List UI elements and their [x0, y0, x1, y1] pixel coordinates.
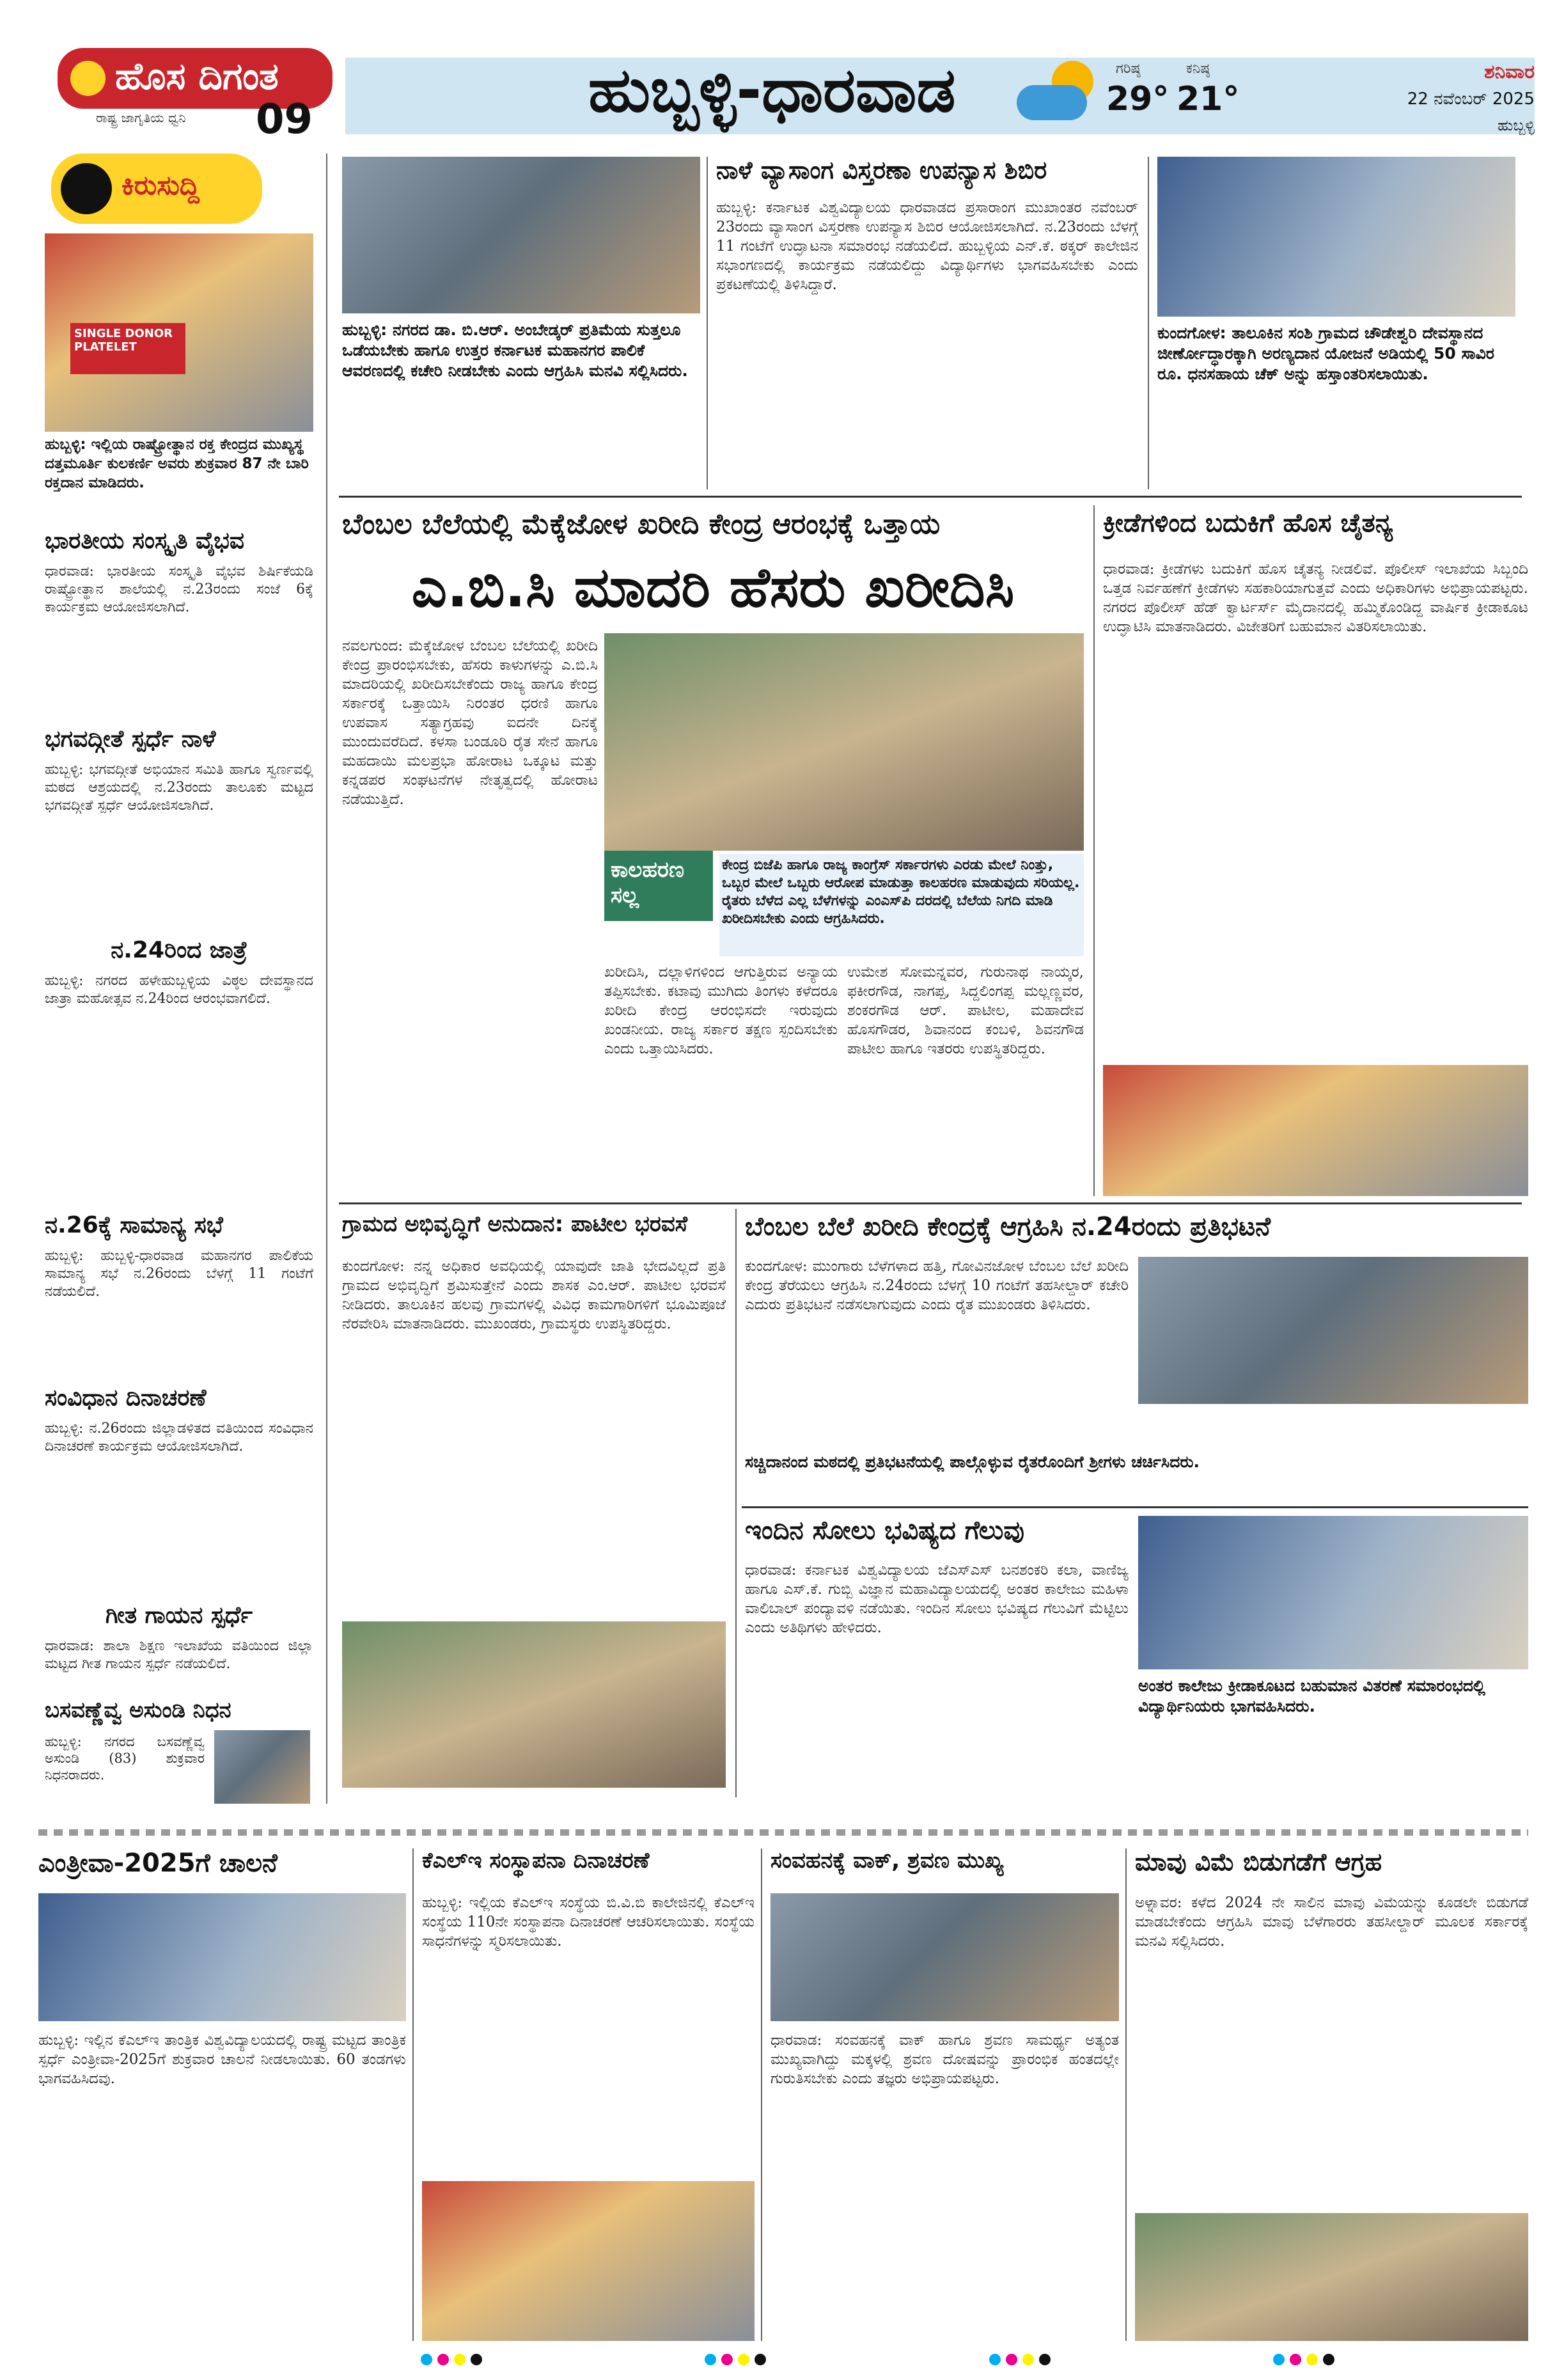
- max-temp-label: ಗರಿಷ್ಠ: [1116, 61, 1141, 77]
- column-divider: [412, 1848, 414, 2341]
- bottom-headline: ಸಂವಹನಕ್ಕೆ ವಾಕ್, ಶ್ರವಣ ಮುಖ್ಯ: [770, 1848, 1004, 1873]
- min-temp-label: ಕನಿಷ್ಠ: [1186, 61, 1210, 77]
- brief-text: ಹುಬ್ಬಳ್ಳಿ: ನಗರದ ಬಸವಣ್ಣೆವ್ವ ಅಸುಂಡಿ (83) ಶುಕ್ರವಾರ ನಿಧನರಾದರು.: [45, 1734, 205, 1783]
- bottom-rule-dashed: [38, 1829, 1528, 1836]
- obituary-portrait: [214, 1730, 310, 1804]
- max-temp: 29°: [1106, 80, 1169, 118]
- lead-kicker: ಬೆಂಬಲ ಬೆಲೆಯಲ್ಲಿ ಮೆಕ್ಕೆಜೋಳ ಖರೀದಿ ಕೇಂದ್ರ ಆರಂಭಕ್ಕೆ ಒತ್ತಾಯ: [342, 508, 941, 540]
- hand-icon: [61, 163, 112, 214]
- top-right-caption: ಕುಂದಗೋಳ: ತಾಲೂಕಿನ ಸಂಶಿ ಗ್ರಾಮದ ಚೌಡೇಶ್ವರಿ ದೇವಸ್ಥಾನದ ಜೀರ್ಣೋದ್ಧಾರಕ್ಕಾಗಿ ಅರಣ್ಯದಾನ ಯೋಜನೆ ಅಡಿಯಲ್ಲಿ 50 ಸಾವಿರ ರೂ. ಧನಸಹಾಯ ಚೆಕ್ ಅನ್ನು ಹಸ್ತಾಂತರಿಸಲಾಯಿತು.: [1157, 324, 1494, 383]
- bottom-text: ಹುಬ್ಬಳ್ಳಿ: ಇಲ್ಲಿಯ ಕೆಎಲ್ಇ ಸಂಸ್ಥೆಯ ಬಿ.ವಿ.ಬಿ ಕಾಲೇಜಿನಲ್ಲಿ ಕೆಎಲ್ಇ ಸಂಸ್ಥೆಯ 110ನೇ ಸಂಸ್ಥಾಪನಾ ದಿನಾಚರಣೆ ಆಚರಿಸಲಾಯಿತು. ಸಂಸ್ಥೆಯ ಸಾಧನೆಗಳನ್ನು ಸ್ಮರಿಸಲಾಯಿತು.: [422, 1895, 755, 1950]
- brief-item: [45, 528, 313, 720]
- top-right-photo: [1157, 157, 1515, 317]
- column-divider: [1148, 157, 1149, 489]
- brief-text: ಧಾರವಾಡ: ಶಾಲಾ ಶಿಕ್ಷಣ ಇಲಾಖೆಯ ವತಿಯಿಂದ ಜಿಲ್ಲಾ ಮಟ್ಟದ ಗೀತ ಗಾಯನ ಸ್ಪರ್ಧೆ ನಡೆಯಲಿದೆ.: [45, 1638, 313, 1672]
- bottom-story: [770, 1848, 1119, 2341]
- bottom-text: ಅಳ್ನಾವರ: ಕಳೆದ 2024 ನೇ ಸಾಲಿನ ಮಾವು ವಿಮೆಯನ್ನು ಕೂಡಲೇ ಬಿಡುಗಡೆ ಮಾಡಬೇಕೆಂದು ಆಗ್ರಹಿಸಿ ಮಾವು ಬೆಳೆಗಾರರು ತಹಸೀಲ್ದಾರ್ ಮೂಲಕ ಸರ್ಕಾರಕ್ಕೆ ಮನವಿ ಸಲ್ಲಿಸಿದರು.: [1135, 1895, 1528, 1950]
- brief-item: [45, 1698, 313, 1804]
- brief-tag: [51, 154, 262, 224]
- protest-photo: [1138, 1257, 1528, 1404]
- masthead: [0, 0, 1541, 154]
- lead-col1: ನವಲಗುಂದ: ಮೆಕ್ಕೆಜೋಳ ಬೆಂಬಲ ಬೆಲೆಯಲ್ಲಿ ಖರೀದಿ ಕೇಂದ್ರ ಪ್ರಾರಂಭಿಸಬೇಕು, ಹೆಸರು ಕಾಳುಗಳನ್ನು ಎ.ಬಿ.ಸಿ ಮಾದರಿಯಲ್ಲಿ ಖರೀದಿಸಬೇಕೆಂದು ರಾಜ್ಯ ಹಾಗೂ ಕೇಂದ್ರ ಸರ್ಕಾರಕ್ಕೆ ಒತ್ತಾಯಿಸಿ ನಿರಂತರ ಧರಣಿ ಹಾಗೂ ಉಪವಾಸ ಸತ್ಯಾಗ್ರಹವು ಐದನೇ ದಿನಕ್ಕೆ ಮುಂದುವರೆದಿದೆ. ಕಳಸಾ ಬಂಡೂರಿ ರೈತ ಸೇನೆ ಹಾಗೂ ಮಹದಾಯಿ ಮಲಪ್ರಭಾ ಹೋರಾಟ ಒಕ್ಕೂಟ ಮತ್ತು ಕನ್ನಡಪರ ಸಂಘಟನೆಗಳ ನೇತೃತ್ವದಲ್ಲಿ ಹೋರಾಟ ನಡೆಯುತ್ತಿದೆ.: [342, 638, 598, 808]
- brief-text: ಹುಬ್ಬಳ್ಳಿ: ಭಗವದ್ಗೀತೆ ಅಭಿಯಾನ ಸಮಿತಿ ಹಾಗೂ ಸ್ವರ್ಣವಲ್ಲಿ ಮಠದ ಆಶ್ರಯದಲ್ಲಿ ನ.23ರಂದು ತಾಲೂಕು ಮಟ್ಟದ ಭಗವದ್ಗೀತೆ ಸ್ಪರ್ಧೆ ಆಯೋಜಿಸಲಾಗಿದೆ.: [45, 762, 313, 814]
- brief-item: [45, 1385, 313, 1596]
- bottom-text: ಧಾರವಾಡ: ಸಂವಹನಕ್ಕೆ ವಾಕ್ ಹಾಗೂ ಶ್ರವಣ ಸಾಮರ್ಥ್ಯ ಅತ್ಯಂತ ಮುಖ್ಯವಾಗಿದ್ದು ಮಕ್ಕಳಲ್ಲಿ ಶ್ರವಣ ದೋಷವನ್ನು ಪ್ರಾರಂಭಿಕ ಹಂತದಲ್ಲೇ ಗುರುತಿಸಬೇಕು ಎಂದು ತಜ್ಞರು ಅಭಿಪ್ರಾಯಪಟ್ಟರು.: [770, 2032, 1119, 2087]
- brief-text: ಹುಬ್ಬಳ್ಳಿ: ನ.26ರಂದು ಜಿಲ್ಲಾಡಳಿತದ ವತಿಯಿಂದ ಸಂವಿಧಾನ ದಿನಾಚರಣೆ ಕಾರ್ಯಕ್ರಮ ಆಯೋಜಿಸಲಾಗಿದೆ.: [45, 1421, 313, 1454]
- brief-label: ಕಿರುಸುದ್ದಿ: [121, 169, 199, 201]
- issue-day: ಶನಿವಾರ: [1484, 61, 1535, 83]
- sports-photo: [1103, 1065, 1528, 1196]
- village-photo: [342, 1621, 726, 1788]
- future-headline: ಇಂದಿನ ಸೋಲು ಭವಿಷ್ಯದ ಗೆಲುವು: [745, 1516, 1024, 1545]
- lead-photo: [604, 633, 1084, 851]
- brief-title: ಭಗವದ್ಗೀತೆ ಸ್ಪರ್ಧೆ ನಾಳೆ: [45, 726, 216, 752]
- bottom-photo: [1135, 2213, 1528, 2341]
- sports-headline: ಕ್ರೀಡೆಗಳಿಂದ ಬದುಕಿಗೆ ಹೊಸ ಚೈತನ್ಯ: [1103, 508, 1393, 538]
- future-photo: [1138, 1516, 1528, 1669]
- top-left-photo: [342, 157, 700, 313]
- brief-text: ಹುಬ್ಬಳ್ಳಿ: ನಗರದ ಹಳೇಹುಬ್ಬಳ್ಳಿಯ ವಿಠ್ಠಲ ದೇವಸ್ಥಾನದ ಜಾತ್ರಾ ಮಹೋತ್ಸವ ನ.24ರಿಂದ ಆರಂಭವಾಗಲಿದೆ.: [45, 973, 313, 1007]
- brief-text: ಹುಬ್ಬಳ್ಳಿ: ಹುಬ್ಬಳ್ಳಿ-ಧಾರವಾಡ ಮಹಾನಗರ ಪಾಲಿಕೆಯ ಸಾಮಾನ್ಯ ಸಭೆ ನ.26ರಂದು ಬೆಳಗ್ಗೆ 11 ಗಂಟೆಗೆ ನಡೆಯಲಿದೆ.: [45, 1248, 313, 1300]
- top-left-caption: ಹುಬ್ಬಳ್ಳಿ: ನಗರದ ಡಾ. ಬಿ.ಆರ್. ಅಂಬೇಡ್ಕರ್ ಪ್ರತಿಮೆಯ ಸುತ್ತಲೂ ಒಡೆಯಬೇಕು ಹಾಗೂ ಉತ್ತರ ಕರ್ನಾಟಕ ಮಹಾನಗರ ಪಾಲಿಕೆ ಆವರಣದಲ್ಲಿ ಕಚೇರಿ ನೀಡಬೇಕು ಎಂದು ಆಗ್ರಹಿಸಿ ಮನವಿ ಸಲ್ಲಿಸಿದರು.: [342, 320, 688, 380]
- protest-text: ಕುಂದಗೋಳ: ಮುಂಗಾರು ಬೆಳೆಗಳಾದ ಹತ್ತಿ, ಗೋವಿನಜೋಳ ಬೆಂಬಲ ಬೆಲೆ ಖರೀದಿ ಕೇಂದ್ರ ತೆರೆಯಲು ಆಗ್ರಹಿಸಿ ನ.24ರಂದು ಬೆಳಗ್ಗೆ 10 ಗಂಟೆಗೆ ತಹಸೀಲ್ದಾರ್ ಕಚೇರಿ ಎದುರು ಪ್ರತಿಭಟನೆ ನಡೆಸಲಾಗುವುದು ಎಂದು ರೈತ ಮುಖಂಡರು ತಿಳಿಸಿದರು.: [745, 1258, 1129, 1313]
- lotus-icon: [70, 61, 106, 96]
- platelet-banner: SINGLE DONOR PLATELET: [70, 323, 185, 374]
- column-divider: [761, 1848, 762, 2341]
- protest-caption: ಸಚ್ಚಿದಾನಂದ ಮಠದಲ್ಲಿ ಪ್ರತಿಭಟನೆಯಲ್ಲಿ ಪಾಲ್ಗೊಳ್ಳುವ ರೈತರೊಂದಿಗೆ ಶ್ರೀಗಳು ಚರ್ಚಿಸಿದರು.: [745, 1453, 1200, 1471]
- page-number: 09: [256, 96, 313, 143]
- brief-item: [45, 1212, 313, 1378]
- brief-item: [45, 937, 313, 1206]
- lead-photo-label: ಕಾಲಹರಣ ಸಲ್ಲ: [604, 851, 713, 921]
- section-rule: [742, 1506, 1528, 1508]
- lead-col3: ಉಮೇಶ ಸೋಮನ್ನವರ, ಗುರುನಾಥ ನಾಯ್ಕರ, ಫಕೀರಗೌಡ, ನಾಗಪ್ಪ, ಸಿದ್ದಲಿಂಗಪ್ಪ ಮಲ್ಲಣ್ಣವರ, ಶಂಕರಗೌಡ ಆರ್. ಪಾಟೀಲ, ಮಹಾದೇವ ಹೊಸಗೌಡರ, ಶಿವಾನಂದ ಕಂಬಳಿ, ಶಿವನಗೌಡ ಪಾಟೀಲ ಹಾಗೂ ಇತರರು ಉಪಸ್ಥಿತರಿದ್ದರು.: [847, 964, 1084, 1057]
- lead-photo-caption: ಕೇಂದ್ರ ಬಿಜೆಪಿ ಹಾಗೂ ರಾಜ್ಯ ಕಾಂಗ್ರೆಸ್ ಸರ್ಕಾರಗಳು ಎರಡು ಮೇಲೆ ನಿಂತ್ತು, ಒಬ್ಬರ ಮೇಲೆ ಒಬ್ಬರು ಆರೋಪ ಮಾಡುತ್ತಾ ಕಾಲಹರಣ ಮಾಡುವುದು ಸರಿಯಲ್ಲ. ರೈತರು ಬೆಳೆದ ಎಲ್ಲ ಬೆಳೆಗಳನ್ನು ಎಂಎಸ್‌ಪಿ ದರದಲ್ಲಿ ಬೆಲೆಯ ನಿಗದಿ ಮಾಡಿ ಖರೀದಿಸಬೇಕು ಎಂದು ಆಗ್ರಹಿಸಿದರು.: [719, 854, 1084, 956]
- bottom-headline: ಎಂತ್ರೀವಾ-2025ಗೆ ಚಾಲನೆ: [38, 1848, 278, 1878]
- brief-title: ನ.26ಕ್ಕೆ ಸಾಮಾನ್ಯ ಸಭೆ: [45, 1212, 223, 1238]
- top-middle-headline: ನಾಳೆ ವ್ಯಾಸಾಂಗ ವಿಸ್ತರಣಾ ಉಪನ್ಯಾಸ ಶಿಬಿರ: [716, 157, 1047, 184]
- column-divider: [707, 157, 708, 489]
- bottom-photo: [422, 2181, 755, 2341]
- blood-bank-photo: [45, 233, 313, 432]
- brief-text: ಧಾರವಾಡ: ಭಾರತೀಯ ಸಂಸ್ಕೃತಿ ವೈಭವ ಶಿರ್ಷಿಕೆಯಡಿ ರಾಷ್ಟ್ರೋತ್ಥಾನ ಶಾಲೆಯಲ್ಲಿ ನ.23ರಂದು ಸಂಜೆ 6ಕ್ಕೆ ಕಾರ್ಯಕ್ರಮ ಆಯೋಜಿಸಲಾಗಿದೆ.: [45, 563, 313, 615]
- bottom-photo: [770, 1893, 1119, 2021]
- column-divider: [735, 1209, 737, 1797]
- edition-title: ಹುಬ್ಬಳ್ಳಿ-ಧಾರವಾಡ: [588, 54, 956, 126]
- brief-item: [45, 726, 313, 931]
- column-divider: [326, 154, 327, 1804]
- bottom-story: [1135, 1848, 1528, 2341]
- sidebar: [38, 154, 320, 1804]
- bottom-headline: ಕೆಎಲ್ಇ ಸಂಸ್ಥಾಪನಾ ದಿನಾಚರಣೆ: [422, 1848, 650, 1873]
- lead-col2: ಖರೀದಿಸಿ, ದಲ್ಲಾಳಿಗಳಿಂದ ಆಗುತ್ತಿರುವ ಅನ್ಯಾಯ ತಪ್ಪಿಸಬೇಕು. ಕಟಾವು ಮುಗಿದು ತಿಂಗಳು ಕಳೆದರೂ ಖರೀದಿ ಕೇಂದ್ರ ಆರಂಭಿಸದೇ ಇರುವುದು ಖಂಡನೀಯ. ರಾಜ್ಯ ಸರ್ಕಾರ ತಕ್ಷಣ ಸ್ಪಂದಿಸಬೇಕು ಎಂದು ಒತ್ತಾಯಿಸಿದರು.: [604, 964, 838, 1057]
- future-caption: ಅಂತರ ಕಾಲೇಜು ಕ್ರೀಡಾಕೂಟದ ಬಹುಮಾನ ವಿತರಣೆ ಸಮಾರಂಭದಲ್ಲಿ ವಿದ್ಯಾರ್ಥಿನಿಯರು ಭಾಗವಹಿಸಿದರು.: [1138, 1676, 1485, 1715]
- brief-title: ಸಂವಿಧಾನ ದಿನಾಚರಣೆ: [45, 1385, 207, 1411]
- section-rule: [339, 496, 1522, 498]
- brief-title: ನ.24ರಿಂದ ಜಾತ್ರೆ: [111, 937, 247, 963]
- sports-text: ಧಾರವಾಡ: ಕ್ರೀಡೆಗಳು ಬದುಕಿಗೆ ಹೊಸ ಚೈತನ್ಯ ನೀಡಲಿವೆ. ಪೊಲೀಸ್ ಇಲಾಖೆಯ ಸಿಬ್ಬಂದಿ ಒತ್ತಡ ನಿರ್ವಹಣೆಗೆ ಕ್ರೀಡೆಗಳು ಸಹಕಾರಿಯಾಗುತ್ತವೆ ಎಂದು ಅಧಿಕಾರಿಗಳು ಅಭಿಪ್ರಾಯಪಟ್ಟರು. ನಗರದ ಪೊಲೀಸ್ ಹೆಡ್ ಕ್ವಾರ್ಟರ್ಸ್ ಮೈದಾನದಲ್ಲಿ ಹಮ್ಮಿಕೊಂಡಿದ್ದ ವಾರ್ಷಿಕ ಕ್ರೀಡಾಕೂಟ ಉದ್ಘಾಟಿಸಿ ಮಾತನಾಡಿದರು. ವಿಜೇತರಿಗೆ ಬಹುಮಾನ ವಿತರಿಸಲಾಯಿತು.: [1103, 561, 1528, 635]
- village-headline: ಗ್ರಾಮದ ಅಭಿವೃದ್ಧಿಗೆ ಅನುದಾನ: ಪಾಟೀಲ ಭರವಸೆ: [342, 1212, 688, 1237]
- print-registration-marks: [0, 2354, 1541, 2373]
- brief-title: ಭಾರತೀಯ ಸಂಸ್ಕೃತಿ ವೈಭವ: [45, 528, 244, 554]
- future-text: ಧಾರವಾಡ: ಕರ್ನಾಟಕ ವಿಶ್ವವಿದ್ಯಾಲಯ ಜೆಎಸ್ಎಸ್ ಬನಶಂಕರಿ ಕಲಾ, ವಾಣಿಜ್ಯ ಹಾಗೂ ಎಸ್.ಕೆ. ಗುಬ್ಬಿ ವಿಜ್ಞಾನ ಮಹಾವಿದ್ಯಾಲಯದಲ್ಲಿ ಅಂತರ ಕಾಲೇಜು ಮಹಿಳಾ ವಾಲಿಬಾಲ್ ಪಂದ್ಯಾವಳಿ ನಡೆಯಿತು. ಇಂದಿನ ಸೋಲು ಭವಿಷ್ಯದ ಗೆಲುವಿಗೆ ಮೆಟ್ಟಿಲು ಎಂದು ಅತಿಥಿಗಳು ಹೇಳಿದರು.: [745, 1562, 1129, 1636]
- protest-headline: ಬೆಂಬಲ ಬೆಲೆ ಖರೀದಿ ಕೇಂದ್ರಕ್ಕೆ ಆಗ್ರಹಿಸಿ ನ.24ರಂದು ಪ್ರತಿಭಟನೆ: [745, 1212, 1271, 1241]
- brief-title: ಬಸವಣ್ಣೆವ್ವ ಅಸುಂಡಿ ನಿಧನ: [45, 1698, 231, 1723]
- lead-headline: ಎ.ಬಿ.ಸಿ ಮಾದರಿ ಹೆಸರು ಖರೀದಿಸಿ: [411, 556, 1015, 620]
- column-divider: [1125, 1848, 1127, 2341]
- top-middle-text: ಹುಬ್ಬಳ್ಳಿ: ಕರ್ನಾಟಕ ವಿಶ್ವವಿದ್ಯಾಲಯ ಧಾರವಾಡದ ಪ್ರಸಾರಾಂಗ ಮುಖಾಂತರ ನವೆಂಬರ್ 23ರಂದು ವ್ಯಾಸಾಂಗ ವಿಸ್ತರಣಾ ಉಪನ್ಯಾಸ ಶಿಬಿರ ಆಯೋಜಿಸಲಾಗಿದೆ. ನ.23ರಂದು ಬೆಳಗ್ಗೆ 11 ಗಂಟೆಗೆ ಉದ್ಘಾಟನಾ ಸಮಾರಂಭ ನಡೆಯಲಿದೆ. ಹುಬ್ಬಳ್ಳಿಯ ಎನ್.ಕೆ. ಠಕ್ಕರ್ ಕಾಲೇಜಿನ ಸಭಾಂಗಣದಲ್ಲಿ ಕಾರ್ಯಕ್ರಮ ನಡೆಯಲಿದ್ದು ವಿದ್ಯಾರ್ಥಿಗಳು ಭಾಗವಹಿಸಬೇಕು ಎಂದು ಪ್ರಕಟಣೆಯಲ್ಲಿ ತಿಳಿಸಿದ್ದಾರೆ.: [716, 200, 1138, 293]
- bottom-story: [38, 1848, 406, 2341]
- section-rule: [339, 1202, 1522, 1204]
- bottom-story: [422, 1848, 755, 2341]
- village-text: ಕುಂದಗೋಳ: ನನ್ನ ಅಧಿಕಾರ ಅವಧಿಯಲ್ಲಿ ಯಾವುದೇ ಜಾತಿ ಭೇದವಿಲ್ಲದೆ ಪ್ರತಿ ಗ್ರಾಮದ ಅಭಿವೃದ್ಧಿಗೆ ಶ್ರಮಿಸುತ್ತೇನೆ ಎಂದು ಶಾಸಕ ಎಂ.ಆರ್. ಪಾಟೀಲ ಭರವಸೆ ನೀಡಿದರು. ತಾಲೂಕಿನ ಹಲವು ಗ್ರಾಮಗಳಲ್ಲಿ ವಿವಿಧ ಕಾಮಗಾರಿಗಳಿಗೆ ಭೂಮಿಪೂಜೆ ನೆರವೇರಿಸಿ ಮಾತನಾಡಿದರು. ಮುಖಂಡರು, ಗ್ರಾಮಸ್ಥರು ಉಪಸ್ಥಿತರಿದ್ದರು.: [342, 1258, 726, 1332]
- min-temp: 21°: [1177, 80, 1240, 118]
- brief-title: ಗೀತ ಗಾಯನ ಸ್ಪರ್ಧೆ: [105, 1602, 253, 1628]
- column-divider: [1093, 505, 1095, 1196]
- weather-cloud-icon: [1017, 61, 1100, 125]
- bottom-photo: [38, 1893, 406, 2021]
- logo-tagline: ರಾಷ್ಟ್ರ ಜಾಗೃತಿಯ ಧ್ವನಿ: [96, 110, 186, 125]
- issue-city: ಹುಬ್ಬಳ್ಳಿ: [1498, 116, 1535, 134]
- bottom-headline: ಮಾವು ವಿಮೆ ಬಿಡುಗಡೆಗೆ ಆಗ್ರಹ: [1135, 1848, 1382, 1876]
- issue-date: 22 ನವೆಂಬರ್ 2025: [1407, 90, 1535, 109]
- bottom-text: ಹುಬ್ಬಳ್ಳಿ: ಇಲ್ಲಿನ ಕೆಎಲ್ಇ ತಾಂತ್ರಿಕ ವಿಶ್ವವಿದ್ಯಾಲಯದಲ್ಲಿ ರಾಷ್ಟ್ರ ಮಟ್ಟದ ತಾಂತ್ರಿಕ ಸ್ಪರ್ಧೆ ಎಂತ್ರೀವಾ-2025ಗೆ ಶುಕ್ರವಾರ ಚಾಲನೆ ನೀಡಲಾಯಿತು. 60 ತಂಡಗಳು ಭಾಗವಹಿಸಿದವು.: [38, 2032, 406, 2087]
- logo-text: ಹೊಸ ದಿಗಂತ: [115, 54, 279, 98]
- sidebar-photo-caption: ಹುಬ್ಬಳ್ಳಿ: ಇಲ್ಲಿಯ ರಾಷ್ಟ್ರೋತ್ಥಾನ ರಕ್ತ ಕೇಂದ್ರದ ಮುಖ್ಯಸ್ಥ ದತ್ತಮೂರ್ತಿ ಕುಲಕರ್ಣಿ ಅವರು ಶುಕ್ರವಾರ 87 ನೇ ಬಾರಿ ರಕ್ತದಾನ ಮಾಡಿದರು.: [45, 436, 309, 491]
